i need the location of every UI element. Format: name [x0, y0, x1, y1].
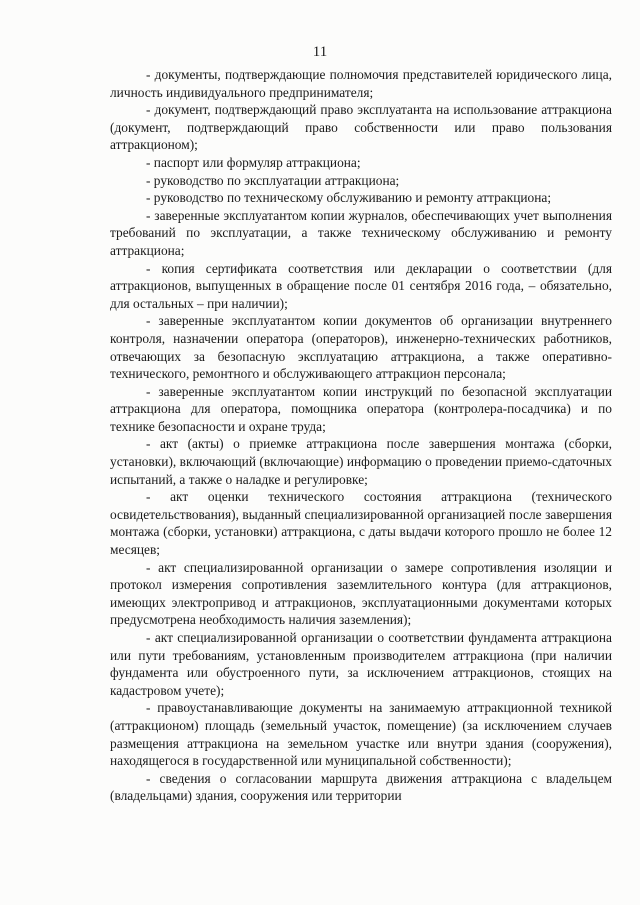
list-item: - акт специализированной организации о замере сопротивления изоляции и протокол измерения сопротивления заземлительного контура (для аттракционов, имеющих электропривод и аттракционов, эксплуатационными документами которых предусмотрена необходимость наличия заземления); [110, 559, 612, 628]
list-item: - копия сертификата соответствия или декларации о соответствии (для аттракционов, выпущенных в обращение после 01 сентября 2016 года, – обязательно, для остальных – при наличии); [110, 260, 612, 311]
list-item: - заверенные эксплуатантом копии инструкций по безопасной эксплуатации аттракциона для оператора, помощника оператора (контролера-посадчика) и по технике безопасности и охране труда; [110, 383, 612, 434]
document-body [110, 66, 612, 805]
list-item: - руководство по техническому обслуживанию и ремонту аттракциона; [146, 190, 552, 206]
list-item: - акт (акты) о приемке аттракциона после завершения монтажа (сборки, установки), включающий (включающие) информацию о проведении приемо-сдаточных испытаний, а также о наладке и регулировке; [110, 436, 612, 487]
list-item: - акт оценки технического состояния аттракциона (технического освидетельствования), выданный специализированной организацией после завершения монтажа (сборки, установки) аттракциона, с даты выдачи которого прошло не более 12 месяцев; [110, 489, 612, 558]
list-item: - сведения о согласовании маршрута движения аттракциона с владельцем (владельцами) здания, сооружения или территории [110, 770, 612, 804]
list-item: - документы, подтверждающие полномочия представителей юридического лица, личность индивидуального предпринимателя; [110, 67, 612, 100]
list-item: - руководство по эксплуатации аттракциона; [146, 172, 400, 188]
list-item: - паспорт или формуляр аттракциона; [146, 154, 361, 170]
list-item: - документ, подтверждающий право эксплуатанта на использование аттракциона (документ, подтверждающий право собственности или право пользования аттракционом); [110, 102, 612, 153]
page-number: 11 [312, 44, 328, 60]
list-item: - заверенные эксплуатантом копии документов об организации внутреннего контроля, назначении оператора (операторов), инженерно-технических работников, отвечающих за безопасную эксплуатацию аттракциона, а также оперативно-технического, ремонтного и обслуживающего аттракцион персонала; [110, 313, 612, 382]
list-item: - акт специализированной организации о соответствии фундамента аттракциона или пути требованиям, установленным производителем аттракциона (при наличии фундамента или обустроенного пути, за исключением аттракционов, стоящих на кадастровом учете); [110, 630, 612, 698]
list-item: - заверенные эксплуатантом копии журналов, обеспечивающих учет выполнения требований по эксплуатации, а также техническому обслуживанию и ремонту аттракциона; [110, 207, 612, 258]
list-item: - правоустанавливающие документы на занимаемую аттракционной техникой (аттракционом) площадь (земельный участок, помещение) (за исключением случаев размещения аттракциона на земельном участке или внутри здания (сооружения), находящегося в государственной или муниципальной собственности); [110, 700, 612, 769]
